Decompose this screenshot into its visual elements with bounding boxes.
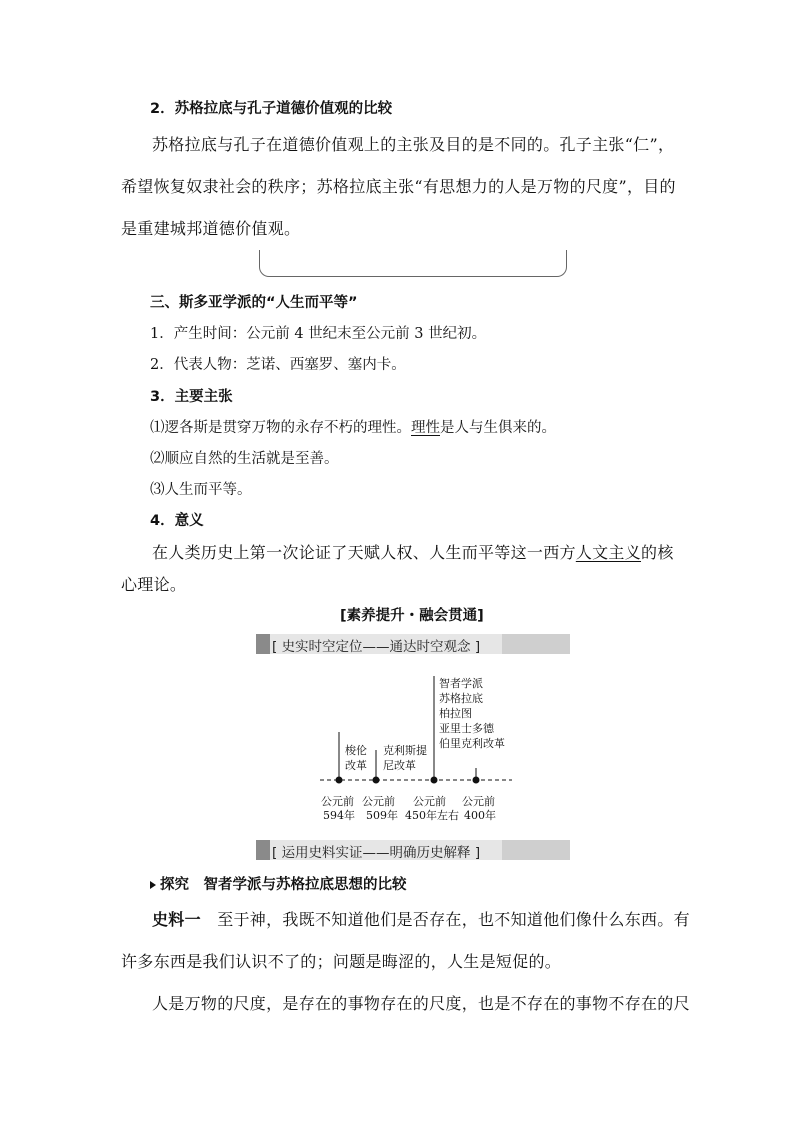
dot-594: [336, 777, 343, 784]
explore-heading-text: 探究 智者学派与苏格拉底思想的比较: [160, 877, 407, 893]
date-400-2: 400年: [464, 809, 496, 822]
date-450-1: 公元前: [413, 795, 446, 808]
explore-heading: [150, 873, 407, 894]
date-594-1: 公元前: [321, 795, 354, 808]
date-594-2: 594年: [323, 809, 355, 822]
bracket-divider: [259, 250, 567, 277]
source-1-line-2: 许多东西是我们认识不了的；问题是晦涩的，人生是短促的。: [121, 952, 562, 971]
item-claims-heading: 3．主要主张: [150, 389, 233, 405]
group-label-1: 智者学派: [439, 677, 483, 690]
claim-1-underlined: 理性: [411, 420, 440, 436]
claim-1: [150, 416, 556, 437]
dot-450: [431, 777, 438, 784]
band-1-text: [ 史实时空定位——通达时空观念 ]: [272, 639, 481, 655]
group-label-5: 伯里克利改革: [439, 737, 505, 750]
band-2-text: [ 运用史料实证——明确历史解释 ]: [272, 845, 481, 861]
suyang-title: [素养提升・融会贯通]: [340, 608, 484, 624]
meaning-pre: 在人类历史上第一次论证了天赋人权、人生而平等这一西方: [152, 543, 576, 562]
claim-1-pre: ⑴逻各斯是贯穿万物的永存不朽的理性。: [150, 420, 411, 436]
section-3-heading: 三、斯多亚学派的“人生而平等”: [150, 295, 358, 311]
source-1-label: 史料一: [152, 910, 201, 929]
band-1-label: 史实时空定位——通达时空观念: [281, 639, 471, 655]
date-450-2: 450年左右: [405, 809, 459, 822]
section-2-line-1: 苏格拉底与孔子在道德价值观上的主张及目的是不同的。孔子主张“仁”，: [152, 135, 675, 154]
meaning-underlined: 人文主义: [575, 543, 642, 562]
group-label-4: 亚里士多德: [439, 722, 494, 735]
band-2-left-block: [256, 840, 270, 860]
claim-2: ⑵顺应自然的生活就是至善。: [150, 451, 339, 467]
claim-1-post: 是人与生俱来的。: [440, 420, 556, 436]
event-cleisthenes-1: 克利斯提: [383, 744, 427, 757]
group-label-2: 苏格拉底: [439, 692, 483, 705]
date-509-2: 509年: [366, 809, 398, 822]
dot-509: [373, 777, 380, 784]
event-cleisthenes-2: 尼改革: [383, 759, 416, 772]
triangle-bullet-icon: [150, 881, 156, 889]
section-2-heading: 2．苏格拉底与孔子道德价值观的比较: [150, 101, 393, 117]
band-2-right-block: [502, 840, 570, 860]
date-509-1: 公元前: [362, 795, 395, 808]
event-solon-2: 改革: [345, 759, 367, 772]
band-evidence: [256, 840, 570, 860]
source-1-text-1: 至于神，我既不知道他们是否存在，也不知道他们像什么东西。有: [200, 910, 690, 929]
band-2-label: 运用史料实证——明确历史解释: [281, 845, 471, 861]
item-meaning-heading: 4．意义: [150, 513, 204, 529]
source-1-line-3: 人是万物的尺度，是存在的事物存在的尺度，也是不存在的事物不存在的尺: [152, 994, 690, 1013]
section-2-line-2: 希望恢复奴隶社会的秩序；苏格拉底主张“有思想力的人是万物的尺度”，目的: [121, 177, 676, 196]
dot-400: [473, 777, 480, 784]
meaning-line-1: [152, 540, 674, 563]
band-time-space: [256, 634, 570, 654]
event-solon-1: 梭伦: [345, 744, 367, 757]
band-right-block: [502, 634, 570, 654]
band-left-block: [256, 634, 270, 654]
claim-3: ⑶人生而平等。: [150, 482, 252, 498]
item-figures: 2．代表人物：芝诺、西塞罗、塞内卡。: [150, 357, 406, 373]
meaning-post: 的核: [641, 543, 674, 562]
section-2-line-3: 是重建城邦道德价值观。: [121, 219, 301, 238]
group-label-3: 柏拉图: [439, 707, 472, 720]
meaning-line-2: 心理论。: [121, 575, 187, 594]
item-time: 1．产生时间：公元前 4 世纪末至公元前 3 世纪初。: [150, 326, 487, 342]
source-1-line-1: [152, 907, 690, 930]
date-400-1: 公元前: [462, 795, 495, 808]
